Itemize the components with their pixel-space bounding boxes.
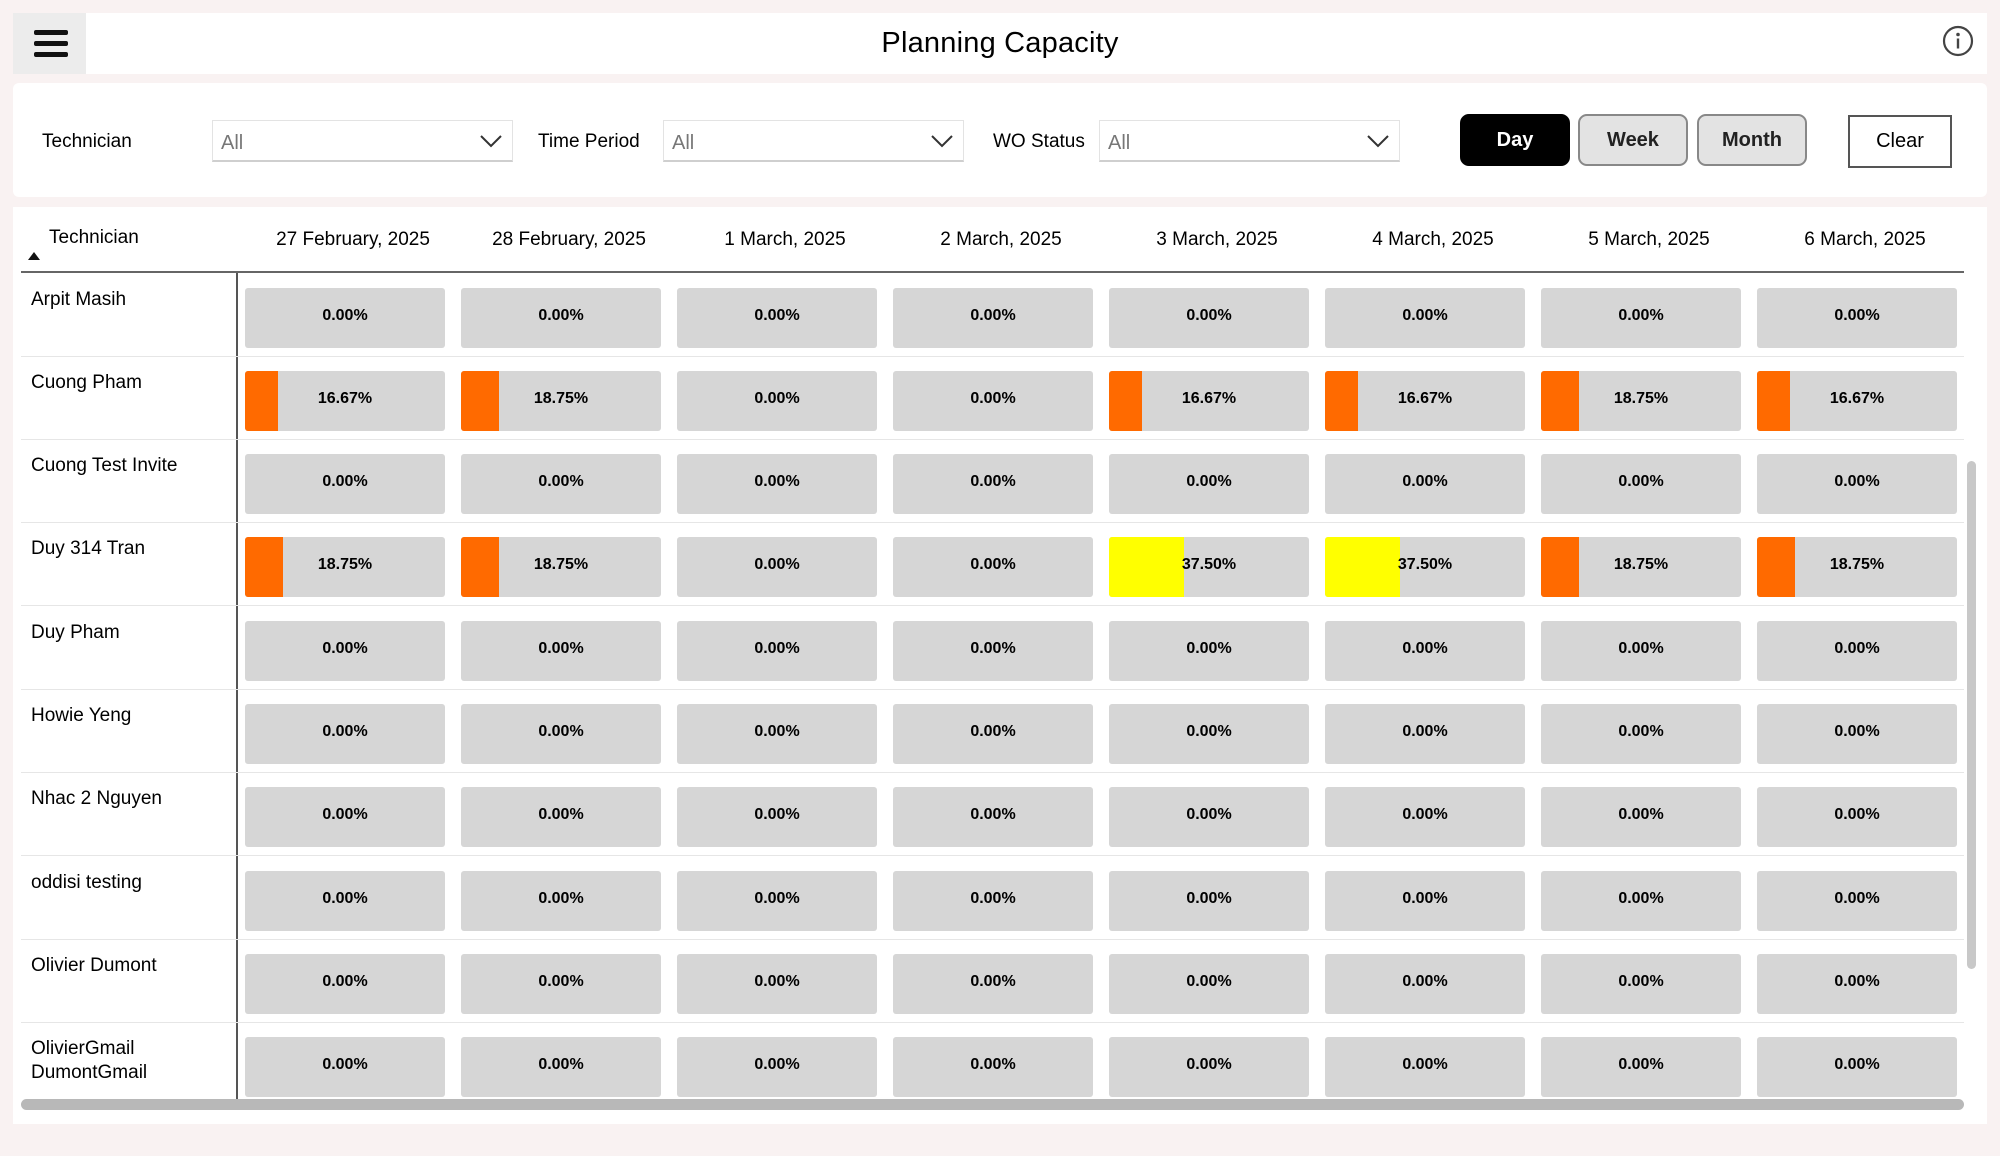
capacity-cell[interactable] [1325, 288, 1525, 348]
capacity-value: 0.00% [1618, 973, 1664, 990]
capacity-cell[interactable] [1757, 704, 1957, 764]
capacity-cell[interactable] [1757, 454, 1957, 514]
capacity-value: 0.00% [538, 806, 584, 823]
capacity-cell[interactable] [893, 954, 1093, 1014]
capacity-value: 18.75% [1829, 556, 1885, 573]
chevron-down-icon [931, 134, 953, 148]
technician-name: Olivier Dumont [31, 955, 157, 976]
wo-status-filter-value: All [1108, 132, 1131, 154]
capacity-cell[interactable] [1757, 537, 1957, 597]
capacity-cell[interactable] [245, 621, 445, 681]
capacity-value: 16.67% [1397, 390, 1453, 407]
table-row [21, 1023, 1964, 1106]
capacity-value: 0.00% [1186, 806, 1232, 823]
capacity-cell[interactable] [1109, 371, 1309, 431]
capacity-cell[interactable] [461, 787, 661, 847]
capacity-value: 0.00% [1402, 307, 1448, 324]
capacity-value: 0.00% [970, 556, 1016, 573]
capacity-value: 0.00% [1834, 640, 1880, 657]
capacity-value: 0.00% [538, 973, 584, 990]
capacity-value: 0.00% [1402, 1056, 1448, 1073]
capacity-value: 0.00% [970, 473, 1016, 490]
capacity-cell[interactable] [1109, 288, 1309, 348]
capacity-value: 0.00% [1618, 473, 1664, 490]
capacity-value: 0.00% [1618, 640, 1664, 657]
capacity-cell[interactable] [461, 871, 661, 931]
capacity-cell[interactable] [1757, 1037, 1957, 1097]
capacity-cell[interactable] [677, 954, 877, 1014]
clear-button[interactable]: Clear [1848, 115, 1952, 168]
capacity-value: 0.00% [1834, 973, 1880, 990]
technician-name: Duy 314 Tran [31, 538, 146, 559]
capacity-cell[interactable] [1541, 371, 1741, 431]
capacity-value: 0.00% [322, 723, 368, 740]
table-row [21, 274, 1964, 357]
capacity-grid [13, 207, 1987, 1124]
technician-name: Nhac 2 Nguyen [31, 788, 162, 809]
capacity-value: 0.00% [1402, 806, 1448, 823]
table-row [21, 607, 1964, 690]
technician-column-header[interactable]: Technician [49, 227, 139, 248]
capacity-cell[interactable] [1541, 454, 1741, 514]
capacity-cell[interactable] [461, 704, 661, 764]
capacity-cell[interactable] [677, 288, 877, 348]
capacity-cell[interactable] [1541, 954, 1741, 1014]
capacity-cell[interactable] [245, 704, 445, 764]
capacity-cell[interactable] [245, 787, 445, 847]
chevron-down-icon [1367, 134, 1389, 148]
capacity-value: 0.00% [970, 890, 1016, 907]
capacity-value: 0.00% [754, 1056, 800, 1073]
technician-name: Howie Yeng [31, 705, 132, 726]
capacity-cell[interactable] [1109, 787, 1309, 847]
capacity-cell[interactable] [461, 621, 661, 681]
capacity-cell[interactable] [677, 704, 877, 764]
capacity-cell[interactable] [1325, 871, 1525, 931]
technician-name: Arpit Masih [31, 289, 127, 310]
capacity-cell[interactable] [1325, 454, 1525, 514]
time-period-filter-label: Time Period [538, 131, 640, 152]
capacity-value: 0.00% [322, 1056, 368, 1073]
capacity-value: 37.50% [1397, 556, 1453, 573]
capacity-value: 0.00% [1834, 723, 1880, 740]
table-row [21, 523, 1964, 606]
capacity-value: 0.00% [1618, 890, 1664, 907]
table-row [21, 440, 1964, 523]
capacity-value: 0.00% [754, 890, 800, 907]
technician-name: OlivierGmail DumontGmail [31, 1038, 148, 1083]
wo-status-filter-label: WO Status [993, 131, 1085, 152]
capacity-value: 0.00% [1186, 640, 1232, 657]
capacity-cell[interactable] [1325, 1037, 1525, 1097]
day-view-button[interactable]: Day [1460, 114, 1570, 166]
capacity-cell[interactable] [245, 954, 445, 1014]
capacity-value: 0.00% [1186, 723, 1232, 740]
capacity-value: 0.00% [1186, 890, 1232, 907]
technician-name: oddisi testing [31, 872, 142, 893]
chevron-down-icon [480, 134, 502, 148]
capacity-value: 18.75% [1613, 556, 1669, 573]
date-column-header: 2 March, 2025 [940, 229, 1062, 250]
capacity-value: 0.00% [322, 973, 368, 990]
capacity-value: 0.00% [970, 973, 1016, 990]
capacity-value: 0.00% [1186, 473, 1232, 490]
capacity-cell[interactable] [245, 288, 445, 348]
capacity-value: 0.00% [754, 806, 800, 823]
capacity-cell[interactable] [1109, 621, 1309, 681]
date-column-header: 27 February, 2025 [276, 229, 430, 250]
capacity-cell[interactable] [1325, 954, 1525, 1014]
capacity-cell[interactable] [893, 371, 1093, 431]
capacity-value: 0.00% [1834, 890, 1880, 907]
capacity-value: 0.00% [538, 1056, 584, 1073]
capacity-cell[interactable] [1757, 871, 1957, 931]
week-view-button[interactable]: Week [1578, 114, 1688, 166]
capacity-value: 18.75% [1613, 390, 1669, 407]
capacity-cell[interactable] [1109, 704, 1309, 764]
capacity-cell[interactable] [1541, 288, 1741, 348]
capacity-cell[interactable] [677, 787, 877, 847]
capacity-cell[interactable] [1325, 371, 1525, 431]
capacity-cell[interactable] [893, 1037, 1093, 1097]
capacity-value: 16.67% [317, 390, 373, 407]
capacity-cell[interactable] [1541, 871, 1741, 931]
capacity-cell[interactable] [1541, 787, 1741, 847]
capacity-value: 18.75% [317, 556, 373, 573]
capacity-value: 0.00% [1186, 1056, 1232, 1073]
capacity-value: 0.00% [970, 640, 1016, 657]
capacity-value: 0.00% [322, 640, 368, 657]
capacity-value: 0.00% [754, 556, 800, 573]
capacity-value: 0.00% [970, 723, 1016, 740]
capacity-value: 0.00% [970, 390, 1016, 407]
capacity-value: 0.00% [538, 473, 584, 490]
capacity-cell[interactable] [1757, 954, 1957, 1014]
capacity-value: 0.00% [1402, 890, 1448, 907]
capacity-value: 0.00% [322, 806, 368, 823]
table-row [21, 357, 1964, 440]
month-view-button[interactable]: Month [1697, 114, 1807, 166]
capacity-cell[interactable] [1109, 954, 1309, 1014]
capacity-value: 0.00% [1402, 473, 1448, 490]
capacity-cell[interactable] [893, 871, 1093, 931]
capacity-value: 0.00% [1834, 473, 1880, 490]
capacity-cell[interactable] [1325, 787, 1525, 847]
capacity-value: 0.00% [1618, 1056, 1664, 1073]
vertical-scrollbar[interactable] [1967, 461, 1976, 969]
capacity-cell[interactable] [1541, 1037, 1741, 1097]
capacity-cell[interactable] [1325, 621, 1525, 681]
capacity-value: 16.67% [1181, 390, 1237, 407]
capacity-cell[interactable] [461, 954, 661, 1014]
table-row [21, 857, 1964, 940]
capacity-cell[interactable] [677, 1037, 877, 1097]
capacity-value: 0.00% [970, 1056, 1016, 1073]
capacity-cell[interactable] [893, 454, 1093, 514]
capacity-cell[interactable] [677, 621, 877, 681]
technician-name: Cuong Pham [31, 372, 142, 393]
capacity-value: 0.00% [1402, 723, 1448, 740]
capacity-cell[interactable] [1109, 454, 1309, 514]
capacity-cell[interactable] [245, 871, 445, 931]
capacity-value: 0.00% [322, 307, 368, 324]
time-period-filter-value: All [672, 132, 695, 154]
capacity-cell[interactable] [1757, 787, 1957, 847]
capacity-value: 0.00% [754, 723, 800, 740]
capacity-value: 0.00% [1618, 723, 1664, 740]
capacity-cell[interactable] [461, 537, 661, 597]
capacity-value: 0.00% [970, 307, 1016, 324]
technician-filter-label: Technician [42, 131, 132, 152]
capacity-cell[interactable] [1757, 621, 1957, 681]
capacity-cell[interactable] [461, 1037, 661, 1097]
capacity-value: 0.00% [970, 806, 1016, 823]
capacity-value: 0.00% [1186, 973, 1232, 990]
capacity-cell[interactable] [893, 288, 1093, 348]
capacity-value: 0.00% [1618, 307, 1664, 324]
capacity-value: 37.50% [1181, 556, 1237, 573]
capacity-cell[interactable] [1541, 537, 1741, 597]
capacity-value: 0.00% [754, 473, 800, 490]
capacity-cell[interactable] [1541, 621, 1741, 681]
sort-ascending-icon[interactable] [28, 252, 40, 260]
technician-name: Cuong Test Invite [31, 455, 178, 476]
capacity-value: 0.00% [538, 640, 584, 657]
capacity-cell[interactable] [893, 787, 1093, 847]
capacity-value: 0.00% [322, 890, 368, 907]
technician-filter-dropdown[interactable] [212, 120, 513, 162]
time-period-filter-dropdown[interactable] [663, 120, 964, 162]
capacity-value: 0.00% [754, 307, 800, 324]
capacity-value: 0.00% [1402, 640, 1448, 657]
info-icon[interactable] [1942, 25, 1974, 57]
capacity-value: 0.00% [1402, 973, 1448, 990]
capacity-cell[interactable] [677, 871, 877, 931]
date-column-header: 6 March, 2025 [1804, 229, 1926, 250]
capacity-value: 0.00% [538, 890, 584, 907]
capacity-cell[interactable] [1757, 371, 1957, 431]
capacity-value: 0.00% [754, 390, 800, 407]
capacity-cell[interactable] [245, 454, 445, 514]
capacity-value: 0.00% [322, 473, 368, 490]
header-divider [21, 271, 1964, 273]
capacity-cell[interactable] [245, 371, 445, 431]
capacity-cell[interactable] [893, 537, 1093, 597]
date-column-header: 3 March, 2025 [1156, 229, 1278, 250]
capacity-cell[interactable] [1325, 704, 1525, 764]
capacity-cell[interactable] [1109, 871, 1309, 931]
capacity-cell[interactable] [893, 621, 1093, 681]
capacity-cell[interactable] [461, 454, 661, 514]
capacity-value: 18.75% [533, 390, 589, 407]
capacity-value: 18.75% [533, 556, 589, 573]
capacity-value: 0.00% [1834, 806, 1880, 823]
capacity-cell[interactable] [1325, 537, 1525, 597]
capacity-cell[interactable] [461, 371, 661, 431]
capacity-cell[interactable] [677, 454, 877, 514]
capacity-value: 0.00% [1618, 806, 1664, 823]
capacity-cell[interactable] [1109, 1037, 1309, 1097]
table-row [21, 940, 1964, 1023]
app-header [13, 13, 1987, 74]
table-row [21, 690, 1964, 773]
capacity-cell[interactable] [1757, 288, 1957, 348]
capacity-value: 0.00% [538, 307, 584, 324]
page-title: Planning Capacity [881, 27, 1119, 59]
date-column-header: 4 March, 2025 [1372, 229, 1494, 250]
capacity-cell[interactable] [461, 288, 661, 348]
wo-status-filter-dropdown[interactable] [1099, 120, 1400, 162]
capacity-value: 0.00% [1834, 1056, 1880, 1073]
filter-panel [13, 83, 1987, 197]
capacity-value: 0.00% [754, 640, 800, 657]
capacity-cell[interactable] [245, 1037, 445, 1097]
capacity-cell[interactable] [893, 704, 1093, 764]
capacity-value: 16.67% [1829, 390, 1885, 407]
capacity-cell[interactable] [245, 537, 445, 597]
technician-name: Duy Pham [31, 622, 120, 643]
technician-filter-value: All [221, 132, 244, 154]
capacity-cell[interactable] [677, 537, 877, 597]
capacity-cell[interactable] [1541, 704, 1741, 764]
capacity-cell[interactable] [1109, 537, 1309, 597]
date-column-header: 5 March, 2025 [1588, 229, 1710, 250]
date-column-header: 28 February, 2025 [492, 229, 646, 250]
capacity-value: 0.00% [1186, 307, 1232, 324]
capacity-value: 0.00% [754, 973, 800, 990]
capacity-value: 0.00% [1834, 307, 1880, 324]
date-column-header: 1 March, 2025 [724, 229, 846, 250]
capacity-cell[interactable] [677, 371, 877, 431]
capacity-value: 0.00% [538, 723, 584, 740]
table-row [21, 773, 1964, 856]
